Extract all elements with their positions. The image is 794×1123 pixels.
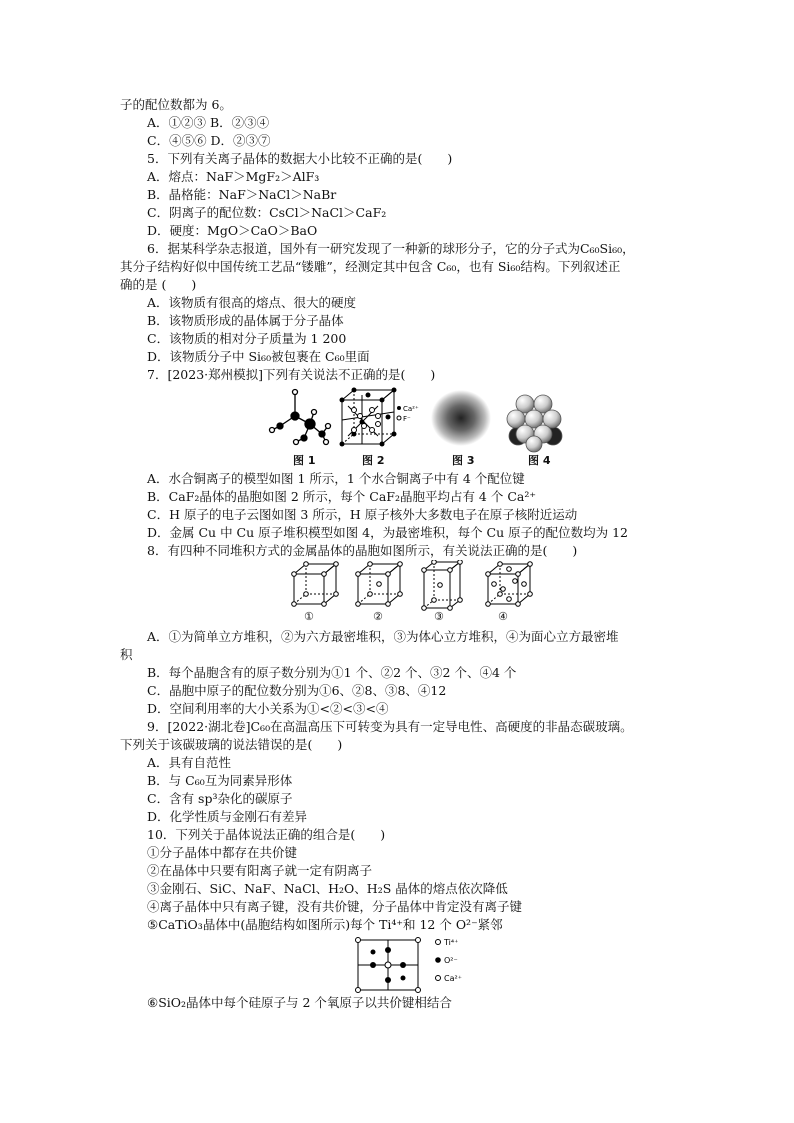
legend-f: F⁻ <box>403 415 411 423</box>
cell-label: ④ <box>498 610 508 623</box>
cu-close-packing-model <box>507 395 562 452</box>
question-7: 7．[2023·郑州模拟]下列有关说法不正确的是( ) <box>147 367 436 382</box>
cell-hexagonal <box>422 560 463 610</box>
cell-label: ③ <box>434 610 444 623</box>
option-line: D．金属 Cu 中 Cu 原子堆积模型如图 4，为最密堆积，每个 Cu 原子的配位数均为 12 <box>147 525 629 540</box>
cell-label: ① <box>304 610 314 623</box>
question-9: 9．[2022·湖北卷]C₆₀在高温高压下可转变为具有一定导电性、高硬度的非晶态碳玻璃。 <box>147 719 633 734</box>
question-6: 6．据某科学杂志报道，国外有一研究发现了一种新的球形分子，它的分子式为C₆₀Si₆₀， <box>147 241 635 256</box>
legend-ti: Ti⁴⁺ <box>444 938 459 947</box>
statement-line: ②在晶体中只要有阳离子就一定有阴离子 <box>147 863 373 878</box>
cell-label: ② <box>373 610 383 623</box>
option-line: C．含有 sp³杂化的碳原子 <box>147 791 293 806</box>
figure-caption: 图 1 <box>293 454 316 467</box>
figure-caption: 图 2 <box>362 454 385 467</box>
option-line: D．硬度：MgO＞CaO＞BaO <box>147 223 318 238</box>
text-line: 下列关于该碳玻璃的说法错误的是( ) <box>120 737 343 752</box>
option-line: C．该物质的相对分子质量为 1 200 <box>147 331 347 346</box>
caf2-unit-cell <box>340 388 402 447</box>
text-line: 其分子结构好似中国传统工艺品“镂雕”，经测定其中包含 C₆₀，也有 Si₆₀结构。下列叙述正 <box>120 259 621 274</box>
option-line: C．阴离子的配位数：CsCl＞NaCl＞CaF₂ <box>147 205 387 220</box>
option-line: D．该物质分子中 Si₆₀被包裹在 C₆₀里面 <box>147 349 370 364</box>
option-line: A．该物质有很高的熔点、很大的硬度 <box>147 295 357 310</box>
cell-simple-cubic <box>292 562 339 607</box>
cell-face-centered <box>486 562 533 607</box>
q7-figures <box>268 386 578 462</box>
figure-caption: 图 4 <box>528 454 551 467</box>
statement-line: ⑤CaTiO₃晶体中(晶胞结构如图所示)每个 Ti⁴⁺和 12 个 O²⁻紧邻 <box>147 917 503 932</box>
hydrated-copper-ion-model <box>270 390 331 445</box>
option-line: B．晶格能：NaF＞NaCl＞NaBr <box>147 187 337 202</box>
question-5: 5．下列有关离子晶体的数据大小比较不正确的是( ) <box>147 151 453 166</box>
option-line: A．①为简单立方堆积，②为六方最密堆积，③为体心立方堆积，④为面心立方最密堆 <box>147 629 619 644</box>
option-line: B．每个晶胞含有的原子数分别为①1 个、②2 个、③2 个、④4 个 <box>147 665 517 680</box>
text-line: 积 <box>120 647 133 662</box>
statement-line: ③金刚石、SiC、NaF、NaCl、H₂O、H₂S 晶体的熔点依次降低 <box>147 881 508 896</box>
question-10: 10．下列关于晶体说法正确的组合是( ) <box>147 827 386 842</box>
figure-caption: 图 3 <box>452 454 475 467</box>
legend-ca: Ca²⁺ <box>403 405 419 413</box>
option-line: D．空间利用率的大小关系为①<②<③<④ <box>147 701 389 716</box>
option-line: A．①②③ B．②③④ <box>147 115 270 130</box>
option-line: D．化学性质与金刚石有差异 <box>147 809 308 824</box>
option-line: B．该物质形成的晶体属于分子晶体 <box>147 313 344 328</box>
option-line: A．具有自范性 <box>147 755 232 770</box>
electron-cloud-figure <box>431 390 491 446</box>
option-line: C．晶胞中原子的配位数分别为①6、②8、③8、④12 <box>147 683 447 698</box>
option-line: C．④⑤⑥ D．②③⑦ <box>147 133 271 148</box>
legend-o: O²⁻ <box>444 956 458 965</box>
statement-line: ①分子晶体中都存在共价键 <box>147 845 298 860</box>
option-line: B．与 C₆₀互为同素异形体 <box>147 773 293 788</box>
option-line: A．熔点：NaF＞MgF₂＞AlF₃ <box>147 169 320 184</box>
statement-line: ⑥SiO₂晶体中每个硅原子与 2 个氧原子以共价键相结合 <box>147 995 452 1010</box>
cell-body-centered <box>356 562 403 607</box>
catio3-unit-cell <box>354 936 484 994</box>
legend-ca: Ca²⁺ <box>444 974 462 983</box>
text-line: 子的配位数都为 6。 <box>120 97 232 112</box>
question-8: 8．有四种不同堆积方式的金属晶体的晶胞如图所示，有关说法正确的是( ) <box>147 543 578 558</box>
statement-line: ④离子晶体中只有离子键，没有共价键，分子晶体中肯定没有离子键 <box>147 899 523 914</box>
option-line: C．H 原子的电子云图如图 3 所示，H 原子核外大多数电子在原子核附近运动 <box>147 507 578 522</box>
option-line: A．水合铜离子的模型如图 1 所示，1 个水合铜离子中有 4 个配位键 <box>147 471 525 486</box>
text-line: 确的是 ( ) <box>120 277 197 292</box>
option-line: B．CaF₂晶体的晶胞如图 2 所示，每个 CaF₂晶胞平均占有 4 个 Ca²⁺ <box>147 489 536 504</box>
